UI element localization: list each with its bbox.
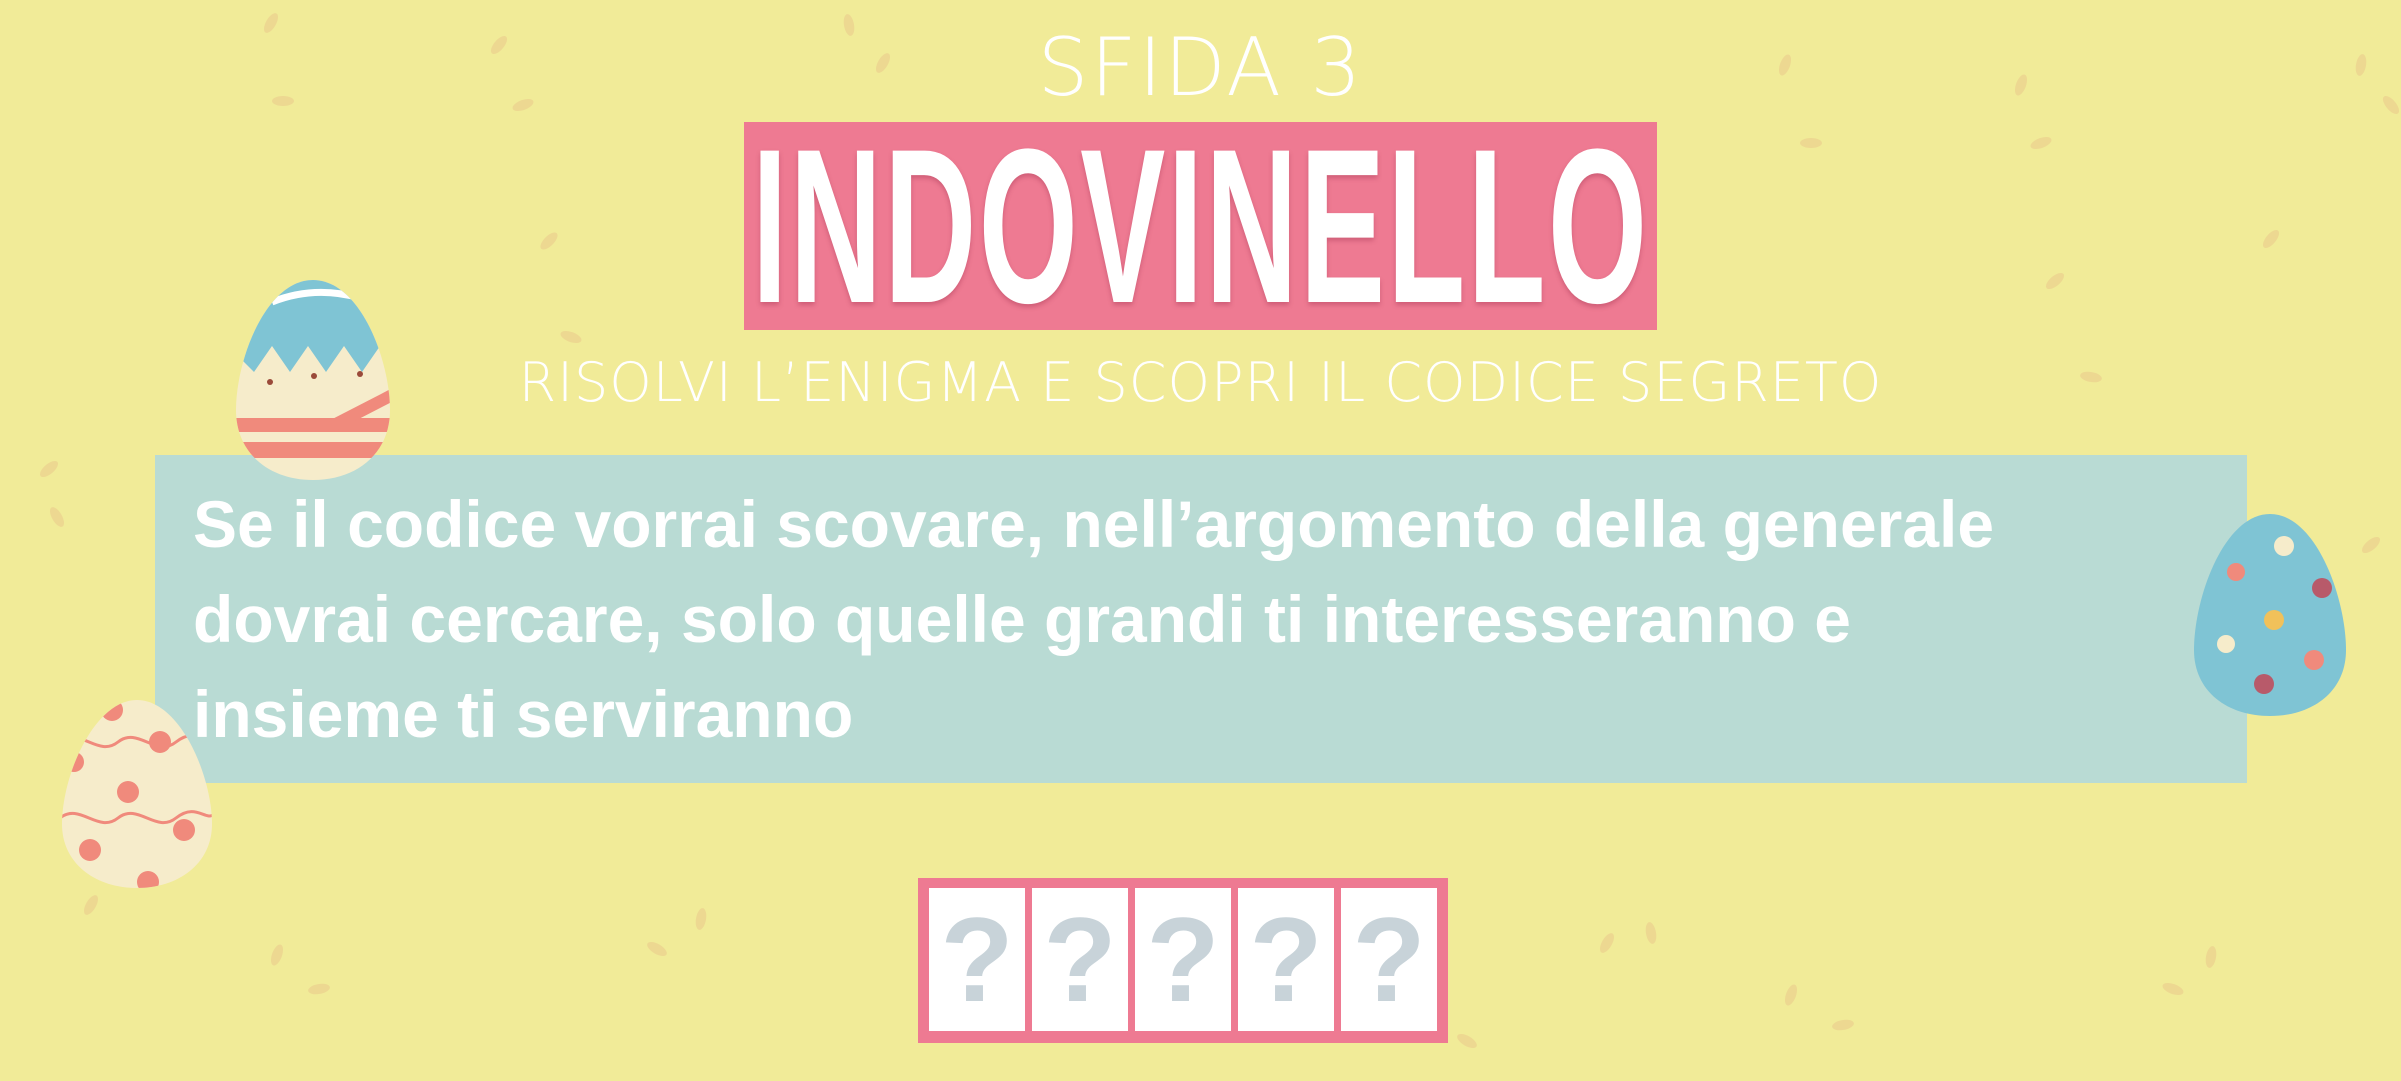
leaf-decoration-icon xyxy=(559,329,583,346)
leaf-decoration-icon xyxy=(2359,534,2382,556)
leaf-decoration-icon xyxy=(47,505,67,529)
riddle-line: Se il codice vorrai scovare, nell’argomento della generale xyxy=(193,487,1995,561)
leaf-decoration-icon xyxy=(1597,931,1617,955)
leaf-decoration-icon xyxy=(81,893,101,917)
code-slot-1[interactable]: ? xyxy=(929,888,1025,1031)
leaf-decoration-icon xyxy=(37,458,60,480)
leaf-decoration-icon xyxy=(307,982,330,996)
riddle-panel xyxy=(155,455,2247,783)
page-title: INDOVINELLO xyxy=(751,103,1650,349)
code-slot-2[interactable]: ? xyxy=(1032,888,1128,1031)
leaf-decoration-icon xyxy=(1800,138,1822,148)
leaf-decoration-icon xyxy=(645,939,669,959)
leaf-decoration-icon xyxy=(1783,983,1800,1007)
code-slot-5[interactable]: ? xyxy=(1341,888,1437,1031)
easter-egg-wavy-icon xyxy=(60,696,214,892)
challenge-label: SFIDA 3 xyxy=(1037,21,1364,114)
leaf-decoration-icon xyxy=(2204,945,2218,968)
subtitle: RISOLVI L’ENIGMA E SCOPRI IL CODICE SEGRETO xyxy=(518,351,1883,414)
title-banner xyxy=(744,103,1657,349)
riddle-line: dovrai cercare, solo quelle grandi ti interesseranno e xyxy=(193,582,1851,656)
leaf-decoration-icon xyxy=(2029,135,2053,152)
riddle-line: insieme ti serviranno xyxy=(193,677,854,751)
code-slot-4[interactable]: ? xyxy=(1238,888,1334,1031)
easter-egg-dots-icon xyxy=(2192,510,2348,720)
secret-code-input xyxy=(918,878,1448,1043)
leaf-decoration-icon xyxy=(694,907,708,930)
leaf-decoration-icon xyxy=(2161,981,2185,998)
leaf-decoration-icon xyxy=(1455,1031,1479,1051)
leaf-decoration-icon xyxy=(2043,270,2066,292)
riddle-text xyxy=(193,477,2233,762)
leaf-decoration-icon xyxy=(538,230,561,253)
leaf-decoration-icon xyxy=(1831,1018,1854,1032)
easter-egg-zigzag-icon xyxy=(232,276,394,484)
leaf-decoration-icon xyxy=(2260,227,2282,250)
code-slot-3[interactable]: ? xyxy=(1135,888,1231,1031)
leaf-decoration-icon xyxy=(1644,921,1658,944)
leaf-decoration-icon xyxy=(269,943,286,967)
